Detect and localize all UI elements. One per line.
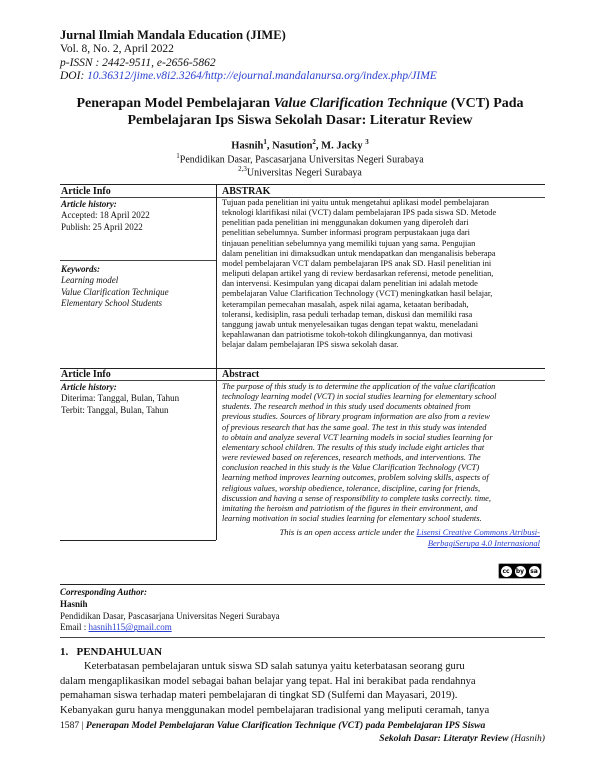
abstract-line: conclusion reached in this study is the Value Clarification Technology (VCT): [222, 463, 480, 473]
affil-sup: 2,3: [238, 165, 247, 173]
author-sup: 2: [312, 138, 316, 146]
table-bottom-rule: [60, 584, 545, 585]
paper-title: [60, 95, 540, 129]
keyword: Value Clarification Technique: [61, 286, 169, 297]
abstract-line: religious values, worship obedience, tolerance, discipline, caring for friends,: [222, 483, 481, 493]
email-label: Email :: [60, 622, 87, 633]
abstract-line: imitating the heroism and patriotism of the figures in their environment, and: [222, 503, 478, 513]
abstrak-line: kepahlawanan dan patriotisme tokoh-tokoh dilingkungannya, dan motivasi: [222, 330, 473, 340]
title-part: Penerapan Model Pembelajaran: [76, 96, 274, 111]
abstrak-line: belajar dalam pembelajaran IPS siswa sekolah dasar.: [222, 340, 399, 350]
corresponding-heading: Corresponding Author:: [60, 587, 147, 597]
abstrak-line: teknologi klarifikasi nilai (VCT) dalam pembelajaran IPS pada siswa SD. Metode: [222, 208, 497, 218]
page-number: 1587: [60, 720, 80, 731]
abstract-line: learning motivation in social studies learning for elementary school students.: [222, 514, 482, 524]
keywords-rule: [60, 260, 216, 261]
corresponding-bottom-rule: [60, 637, 545, 638]
doi-label: DOI:: [60, 70, 85, 82]
abstrak-line: Tujuan pada penelitian ini yaitu untuk mengetahui aplikasi model pembelajaran: [222, 198, 489, 207]
abstract-heading: Abstract: [222, 369, 260, 380]
affiliation-2: [60, 165, 540, 178]
intro-body: [60, 660, 545, 718]
publish-date: Publish: 25 April 2022: [61, 221, 143, 232]
abstrak-line: dan intervensi. Kesimpulan yang dicapai dalam penelitian ini adalah metode: [222, 279, 478, 289]
table-mid-rule: [60, 368, 545, 369]
abstract-line: previous studies. Sources of library program information are also from a review: [222, 412, 490, 422]
abstract-line: learning method improves learning outcomes, problem solving skills, aspects of: [222, 473, 489, 483]
article-info-heading: Article Info: [61, 186, 111, 197]
keywords-label: Keywords:: [61, 264, 100, 274]
abstract-line: students. The research method in this study used documents obtained from: [222, 402, 471, 412]
corresponding-affiliation: Pendidikan Dasar, Pascasarjana Universitas Negeri Surabaya: [60, 610, 280, 621]
page-footer: 1587 | Penerapan Model Pembelajaran Value Clarification Technique (VCT) pada Pembelajaran IPS Siswa Sekolah Dasar: Literatyr Review (Hasnih): [60, 720, 545, 744]
intro-line: dalam mengaplikasikan model sebagai bahan belajar yang tepat. Hal ini berakibat pada rendahnya: [60, 675, 476, 687]
table-top-rule: [60, 184, 545, 185]
abstrak-heading: ABSTRAK: [222, 186, 271, 197]
keyword: Learning model: [61, 275, 119, 286]
abstrak-line: pembelajaran Value Clarification Technology (VCT) meningkatkan hasil belajar,: [222, 289, 493, 299]
corresponding-author: [60, 587, 540, 634]
author-sup: 1: [263, 138, 267, 146]
email-link[interactable]: hasnih115@gmail.com: [88, 622, 172, 633]
journal-volume: Vol. 8, No. 2, April 2022: [60, 43, 174, 55]
open-access-note: [222, 527, 540, 548]
license-link[interactable]: Lisensi Creative Commons Atribusi-: [416, 527, 540, 537]
footer-title-2: Sekolah Dasar: Literatyr Review: [379, 732, 509, 744]
author-name: M. Jacky: [321, 140, 363, 152]
title-part: (VCT) Pada: [447, 96, 524, 111]
left-col-bottom-rule: [60, 540, 216, 541]
section-number: 1.: [60, 646, 69, 658]
abstrak-body: [222, 198, 544, 350]
abstract-line: discussion and having a sense of responsibility to complete tasks correctly. time,: [222, 493, 491, 503]
cc-icon: cc: [502, 567, 510, 575]
abstrak-line: meliputi delapan artikel yang di review berdasarkan referensi, metode penelitian,: [222, 269, 494, 279]
doi-link[interactable]: 10.36312/jime.v8i2.3264/http://ejournal.mandalanursa.org/index.php/JIME: [87, 70, 437, 82]
abstrak-line: penelitian sebelumnya. Sumber informasi program perpustakaan juga dari: [222, 228, 470, 238]
abstract-line: were reviewed based on references, research methods, and interventions. The: [222, 453, 481, 463]
table-mid-header-rule: [60, 380, 545, 381]
oa-text: This is an open access article under the: [279, 527, 415, 537]
table-column-divider: [216, 184, 217, 540]
cc-license-badge[interactable]: [498, 563, 542, 579]
received-date: Diterima: Tanggal, Bulan, Tahun: [61, 393, 180, 404]
license-link-2[interactable]: BerbagiSerupa 4.0 Internasional: [427, 537, 540, 548]
abstrak-line: tanggung jawab untuk menyelesaikan tugas dengan tepat waktu, meneladani: [222, 319, 479, 329]
abstrak-line: dalam penelitian ini dimaksudkan untuk mendapatkan dan menganalisis beberapa: [222, 248, 496, 258]
abstrak-line: keterampilan pemecahan masalah, aspek nilai agama, ketaatan beribadah,: [222, 299, 469, 309]
history-label: Article history:: [61, 199, 117, 209]
affil-text: Pendidikan Dasar, Pascasarjana Universitas Negeri Surabaya: [179, 154, 424, 166]
abstrak-line: toleransi, kedisiplin, rasa peduli terhadap teman, diskusi dan memiliki rasa: [222, 309, 473, 319]
journal-issn: p-ISSN : 2442-9511, e-2656-5862: [60, 57, 216, 69]
abstrak-line: model pembelajaran VCT dalam pembelajaran IPS anak SD. Hasil penelitian ini: [222, 258, 492, 268]
author-name: Nasution: [272, 140, 313, 152]
affil-text: Universitas Negeri Surabaya: [246, 167, 362, 179]
title-line-2: Pembelajaran Ips Siswa Sekolah Dasar: Literatur Review: [127, 113, 473, 128]
abstract-line: The purpose of this study is to determine the application of the value clarification: [222, 382, 496, 391]
section-heading: [60, 646, 162, 658]
footer-author: (Hasnih): [510, 732, 545, 744]
sa-icon: sa: [530, 567, 538, 575]
article-info-en-heading: Article Info: [61, 369, 111, 380]
history-label: Article history:: [61, 382, 117, 392]
keywords-block: [61, 264, 213, 310]
affil-sup: 1: [176, 152, 180, 160]
author-name: Hasnih: [231, 140, 264, 152]
title-italic-part: Value Clarification Technique: [273, 96, 448, 111]
by-icon: by: [515, 567, 525, 575]
abstract-line: to obtain and analyze several VCT learning models in social studies learning for: [222, 432, 493, 442]
abstract-line: elementary school children. The results of this study include eight articles that: [222, 442, 485, 452]
intro-line: Keterbatasan pembelajaran untuk siswa SD salah satunya yaitu keterbatasan seorang guru: [84, 661, 465, 672]
author-list: Hasnih$^1$, Nasution$^2$, M. Jacky $^3$: [231, 138, 369, 152]
journal-name: Jurnal Ilmiah Mandala Education (JIME): [60, 28, 286, 42]
intro-line: Kebanyakan guru hanya menggunakan model pembelajaran tradisional yang meliputi ceramah, tanya: [60, 704, 490, 716]
abstract-line: technology learning model (VCT) in social studies learning for elementary school: [222, 392, 497, 402]
published-date: Terbit: Tanggal, Bulan, Tahun: [61, 404, 169, 415]
footer-title: Penerapan Model Pembelajaran Value Clarification Technique (VCT) pada Pembelajaran IPS Siswa: [85, 720, 486, 731]
affiliation-1: [60, 152, 540, 165]
abstract-line: of previous research that has the same goal. The test in this study was intended: [222, 422, 487, 432]
abstract-body: [222, 382, 544, 524]
article-history-en: [61, 382, 213, 416]
keyword: Elementary School Students: [61, 298, 162, 309]
abstrak-line: tinjauan penelitian sebelumnya yang memiliki tujuan yang sama. Pengujian: [222, 238, 476, 248]
intro-line: pemahaman siswa terhadap materi pembelajaran di tingkat SD (Sulfemi dan Mayasari, 2019).: [60, 690, 458, 701]
accepted-date: Accepted: 18 April 2022: [61, 210, 150, 221]
corresponding-name: Hasnih: [60, 598, 88, 609]
section-title: PENDAHULUAN: [76, 646, 163, 658]
author-sup: 3: [365, 138, 369, 146]
journal-doi: [60, 70, 437, 82]
article-history: [61, 199, 213, 233]
abstrak-line: penelitian pada penelitian ini menggunakan dokumen yang diperoleh dari: [222, 218, 469, 228]
